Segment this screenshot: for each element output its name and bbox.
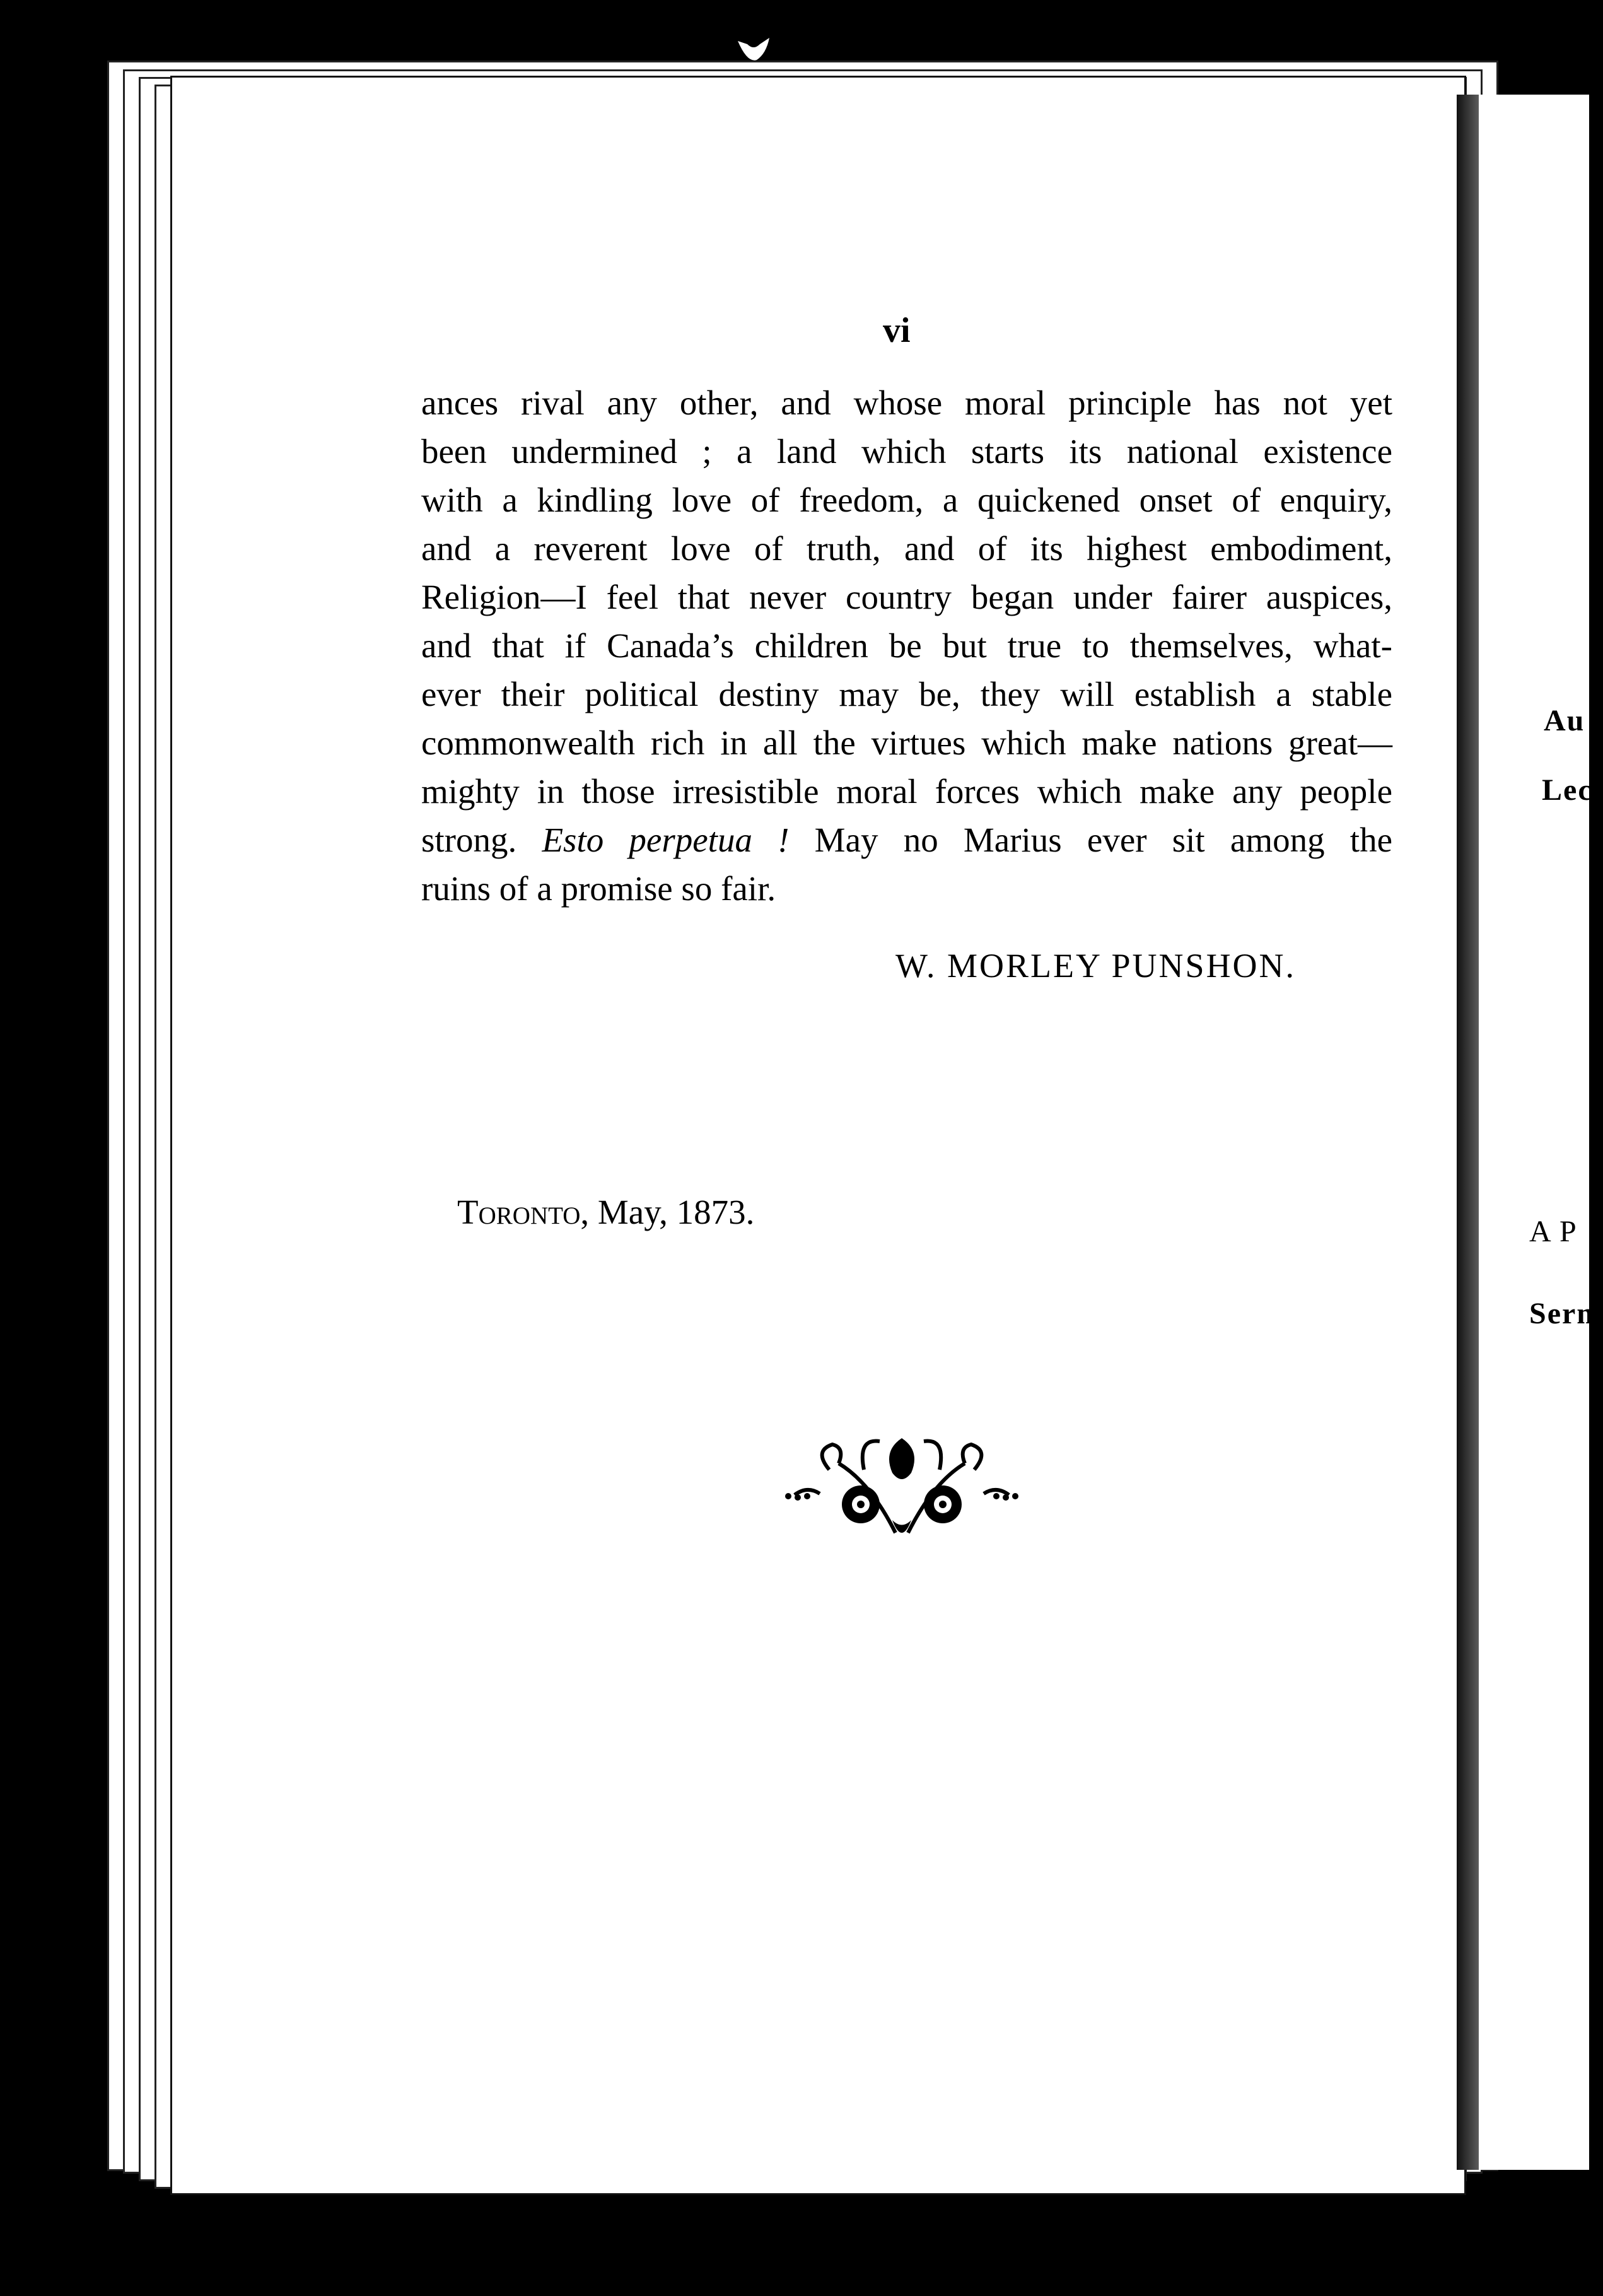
facing-page-fragment: Au: [1544, 704, 1585, 737]
text-line: been undermined ; a land which starts its national existence: [421, 432, 1392, 471]
text-line: commonwealth rich in all the virtues which make nations great—: [421, 723, 1392, 762]
text-line: ances rival any other, and whose moral principle has not yet: [421, 384, 1392, 422]
dateline: [457, 1192, 754, 1232]
facing-page: [1479, 95, 1589, 2170]
page-number: vi: [883, 311, 911, 350]
dateline-city: Toronto,: [457, 1193, 590, 1231]
floral-ornament-icon: [769, 1426, 1034, 1552]
facing-page-fragment: Lec: [1542, 773, 1593, 807]
text-line: with a kindling love of freedom, a quickened onset of enquiry,: [421, 481, 1392, 519]
text-fragment: strong.: [421, 821, 517, 859]
text-line: and a reverent love of truth, and of its highest embodiment,: [421, 529, 1392, 568]
body-paragraph: [421, 378, 1392, 913]
text-line: ever their political destiny may be, they will establish a stable: [421, 675, 1392, 713]
text-line: [421, 816, 1392, 864]
author-signature: W. MORLEY PUNSHON.: [895, 947, 1297, 985]
binding-tab-icon: [735, 35, 772, 66]
text-line: Religion—I feel that never country began under fairer auspices,: [421, 578, 1392, 616]
text-line: and that if Canada’s children be but true to themselves, what-: [421, 626, 1392, 665]
facing-page-fragment: A P: [1529, 1215, 1578, 1248]
latin-motto: Esto perpetua !: [542, 821, 790, 859]
text-fragment: May no Marius ever sit among the: [814, 821, 1393, 859]
text-line: mighty in those irresistible moral forces which make any people: [421, 772, 1392, 811]
facing-page-fragment: Serm: [1529, 1297, 1603, 1330]
text-line: ruins of a promise so fair.: [421, 869, 776, 908]
dateline-date: May, 1873.: [597, 1193, 755, 1231]
